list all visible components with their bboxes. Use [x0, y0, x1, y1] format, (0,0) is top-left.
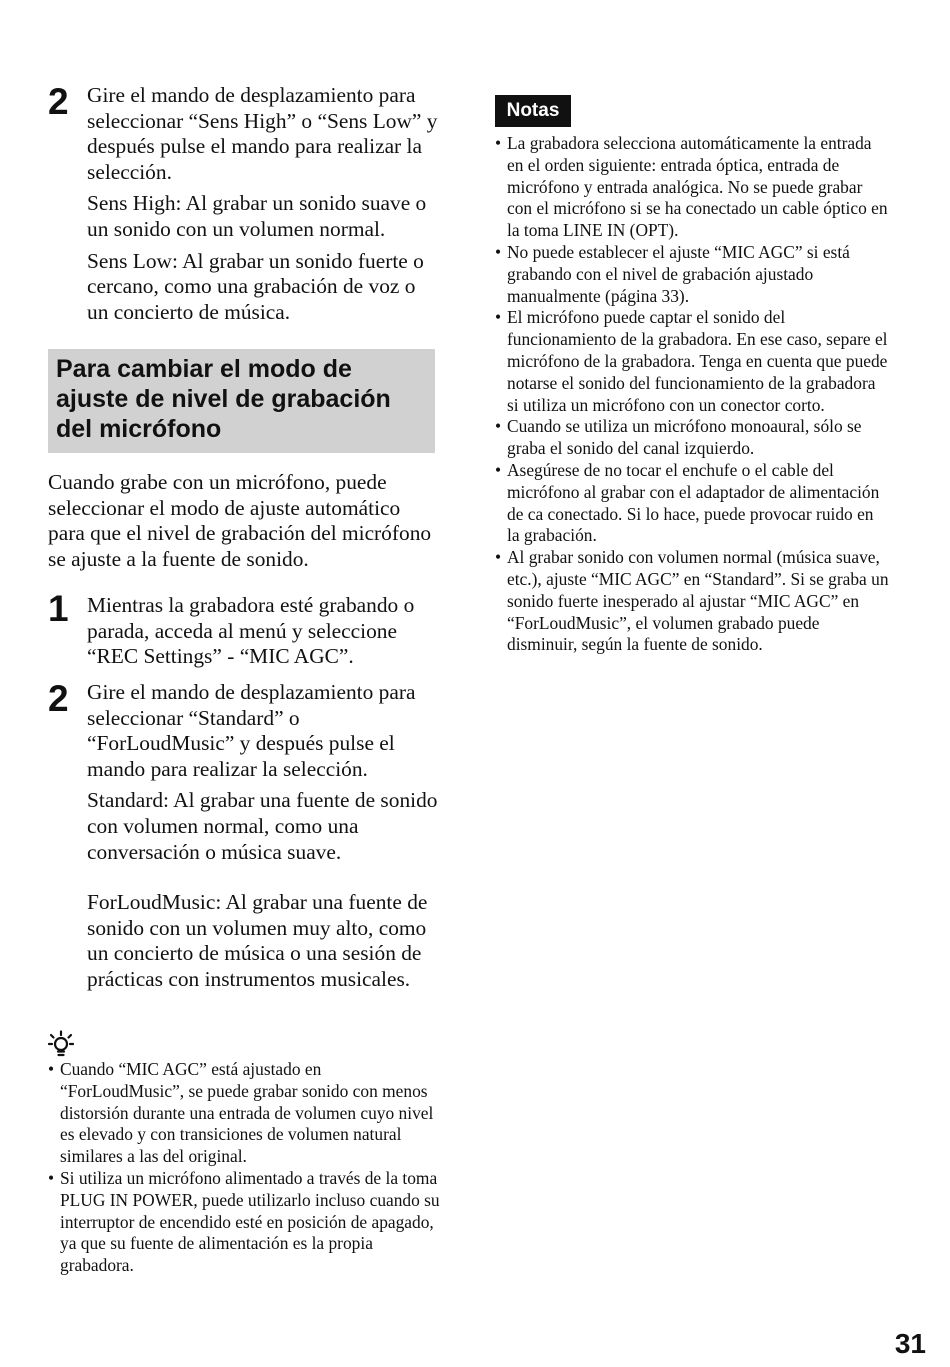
- option-description: Sens High: Al grabar un sonido suave o un sonido con un volumen normal.: [87, 191, 427, 241]
- step-top: [48, 83, 438, 331]
- step-body: [87, 680, 438, 993]
- option-description: Standard: Al grabar una fuente de sonido con volumen normal, como una conversación o música suave.: [87, 788, 438, 864]
- step-instruction: Gire el mando de desplazamiento para seleccionar “Sens High” o “Sens Low” y después pulse el mando para realizar la selección.: [87, 83, 438, 184]
- section-intro: Cuando grabe con un micrófono, puede seleccionar el modo de ajuste automático para que el nivel de grabación del micrófono se ajuste a la fuente de sonido.: [48, 470, 432, 571]
- notes-list: [495, 133, 890, 656]
- notes-label: Notas: [495, 95, 571, 127]
- note-item: • Asegúrese de no tocar el enchufe o el cable del micrófono al grabar con el adaptador de alimentación de ca conectado. Si lo hace, puede provocar ruido en la grabación.: [495, 460, 890, 547]
- note-item: • No puede establecer el ajuste “MIC AGC” si está grabando con el nivel de grabación ajustado manualmente (página 33).: [495, 242, 890, 307]
- section-title: Para cambiar el modo de ajuste de nivel de grabación del micrófono: [56, 355, 391, 443]
- step-number: 2: [48, 81, 69, 122]
- step-number: 2: [48, 678, 69, 719]
- tip-item: • Si utiliza un micrófono alimentado a través de la toma PLUG IN POWER, puede utilizarlo incluso cuando su interruptor de encendido esté en posición de apagado, ya que su fuente de alimentación es la propia grabadora.: [48, 1168, 440, 1277]
- note-item: • Cuando se utiliza un micrófono monoaural, sólo se graba el sonido del canal izquierdo.: [495, 416, 890, 460]
- page-number: 31: [894, 1328, 926, 1359]
- step-body: [87, 590, 438, 670]
- note-item: • Al grabar sonido con volumen normal (música suave, etc.), ajuste “MIC AGC” en “Standard”. Si se graba un sonido fuerte inesperado al ajustar “MIC AGC” en “ForLoudMusic”, el volumen grabado puede disminuir, según la fuente de sonido.: [495, 547, 890, 656]
- step-instruction: Mientras la grabadora esté grabando o parada, acceda al menú y seleccione “REC Settings” - “MIC AGC”.: [87, 593, 415, 669]
- lightbulb-icon: [48, 1030, 74, 1060]
- step-number: 1: [48, 588, 69, 629]
- step-body: [87, 83, 438, 325]
- tip-item: • Cuando “MIC AGC” está ajustado en “ForLoudMusic”, se puede grabar sonido con menos distorsión durante una entrada de volumen cuyo nivel es elevado y con transiciones de volumen natural similares a las del original.: [48, 1059, 440, 1168]
- step-2: [48, 680, 438, 999]
- option-description: ForLoudMusic: Al grabar una fuente de sonido con un volumen muy alto, como un concierto de música o una sesión de prácticas con instrumentos musicales.: [87, 890, 428, 991]
- step-instruction: Gire el mando de desplazamiento para seleccionar “Standard” o “ForLoudMusic” y después pulse el mando para realizar la selección.: [87, 680, 416, 781]
- note-item: • El micrófono puede captar el sonido del funcionamiento de la grabadora. En ese caso, separe el micrófono de la grabadora. Tenga en cuenta que puede notarse el sonido del funcionamiento de la grabadora si utiliza un micrófono con un conector corto.: [495, 307, 890, 416]
- option-description: Sens Low: Al grabar un sonido fuerte o cercano, como una grabación de voz o un concierto de música.: [87, 248, 424, 324]
- tips-list: [48, 1059, 440, 1277]
- note-item: • La grabadora selecciona automáticamente la entrada en el orden siguiente: entrada óptica, entrada de micrófono y entrada analógica. No se puede grabar con el micrófono si se ha conectado un cable óptico en la toma LINE IN (OPT).: [495, 133, 890, 242]
- section-heading-box: [48, 349, 435, 453]
- step-1: [48, 590, 438, 676]
